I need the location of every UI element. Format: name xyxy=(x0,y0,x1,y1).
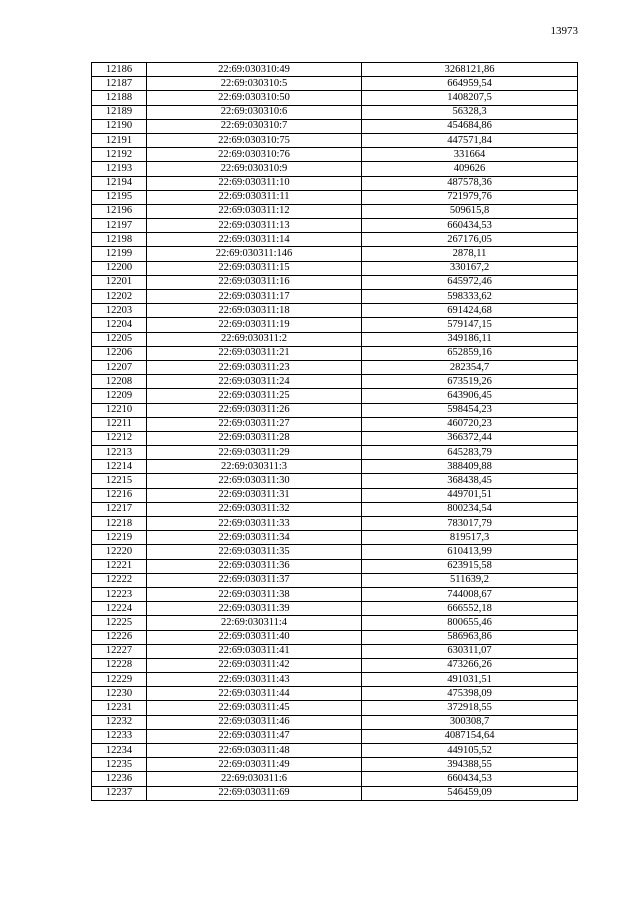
cadastral-number-cell: 22:69:030311:36 xyxy=(147,559,362,573)
value-cell: 800234,54 xyxy=(362,502,578,516)
value-cell: 666552,18 xyxy=(362,602,578,616)
table-row xyxy=(92,77,578,91)
row-number-cell: 12227 xyxy=(92,644,147,658)
cadastral-number-cell: 22:69:030311:29 xyxy=(147,446,362,460)
row-number-cell: 12211 xyxy=(92,417,147,431)
row-number-cell: 12219 xyxy=(92,531,147,545)
row-number-cell: 12232 xyxy=(92,715,147,729)
cadastral-number-cell: 22:69:030311:49 xyxy=(147,758,362,772)
table-row xyxy=(92,488,578,502)
value-cell: 366372,44 xyxy=(362,431,578,445)
cadastral-number-cell: 22:69:030310:5 xyxy=(147,77,362,91)
table-row xyxy=(92,63,578,77)
value-cell: 721979,76 xyxy=(362,190,578,204)
cadastral-number-cell: 22:69:030311:44 xyxy=(147,687,362,701)
table-row xyxy=(92,389,578,403)
row-number-cell: 12196 xyxy=(92,204,147,218)
row-number-cell: 12223 xyxy=(92,587,147,601)
cadastral-number-cell: 22:69:030311:41 xyxy=(147,644,362,658)
table-row xyxy=(92,91,578,105)
cadastral-number-cell: 22:69:030311:40 xyxy=(147,630,362,644)
cadastral-number-cell: 22:69:030311:31 xyxy=(147,488,362,502)
row-number-cell: 12209 xyxy=(92,389,147,403)
value-cell: 300308,7 xyxy=(362,715,578,729)
row-number-cell: 12236 xyxy=(92,772,147,786)
value-cell: 598454,23 xyxy=(362,403,578,417)
value-cell: 473266,26 xyxy=(362,658,578,672)
value-cell: 409626 xyxy=(362,162,578,176)
cadastral-number-cell: 22:69:030311:26 xyxy=(147,403,362,417)
row-number-cell: 12201 xyxy=(92,275,147,289)
cadastral-number-cell: 22:69:030311:30 xyxy=(147,474,362,488)
table-row xyxy=(92,204,578,218)
table-row xyxy=(92,644,578,658)
row-number-cell: 12217 xyxy=(92,502,147,516)
table-row xyxy=(92,105,578,119)
row-number-cell: 12194 xyxy=(92,176,147,190)
cadastral-number-cell: 22:69:030311:18 xyxy=(147,304,362,318)
cadastral-number-cell: 22:69:030311:47 xyxy=(147,729,362,743)
row-number-cell: 12206 xyxy=(92,346,147,360)
cadastral-number-cell: 22:69:030311:32 xyxy=(147,502,362,516)
cadastral-number-cell: 22:69:030311:19 xyxy=(147,318,362,332)
row-number-cell: 12190 xyxy=(92,119,147,133)
table-row xyxy=(92,176,578,190)
row-number-cell: 12208 xyxy=(92,375,147,389)
table-row xyxy=(92,133,578,147)
page-number: 13973 xyxy=(550,25,578,37)
value-cell: 546459,09 xyxy=(362,786,578,800)
row-number-cell: 12216 xyxy=(92,488,147,502)
value-cell: 394388,55 xyxy=(362,758,578,772)
table-row xyxy=(92,673,578,687)
row-number-cell: 12235 xyxy=(92,758,147,772)
row-number-cell: 12203 xyxy=(92,304,147,318)
value-cell: 579147,15 xyxy=(362,318,578,332)
row-number-cell: 12202 xyxy=(92,290,147,304)
cadastral-number-cell: 22:69:030310:76 xyxy=(147,148,362,162)
value-cell: 454684,86 xyxy=(362,119,578,133)
table-row xyxy=(92,332,578,346)
row-number-cell: 12189 xyxy=(92,105,147,119)
value-cell: 56328,3 xyxy=(362,105,578,119)
table-row xyxy=(92,275,578,289)
value-cell: 372918,55 xyxy=(362,701,578,715)
table-row xyxy=(92,744,578,758)
cadastral-value-table xyxy=(91,62,578,801)
cadastral-number-cell: 22:69:030311:37 xyxy=(147,573,362,587)
table-row xyxy=(92,474,578,488)
row-number-cell: 12192 xyxy=(92,148,147,162)
table-row xyxy=(92,375,578,389)
cadastral-number-cell: 22:69:030311:14 xyxy=(147,233,362,247)
cadastral-number-cell: 22:69:030310:9 xyxy=(147,162,362,176)
value-cell: 800655,46 xyxy=(362,616,578,630)
table-row xyxy=(92,687,578,701)
value-cell: 645283,79 xyxy=(362,446,578,460)
value-cell: 267176,05 xyxy=(362,233,578,247)
cadastral-number-cell: 22:69:030311:25 xyxy=(147,389,362,403)
row-number-cell: 12221 xyxy=(92,559,147,573)
value-cell: 660434,53 xyxy=(362,219,578,233)
value-cell: 491031,51 xyxy=(362,673,578,687)
table-row xyxy=(92,502,578,516)
table-row xyxy=(92,531,578,545)
row-number-cell: 12187 xyxy=(92,77,147,91)
cadastral-number-cell: 22:69:030310:6 xyxy=(147,105,362,119)
cadastral-number-cell: 22:69:030311:10 xyxy=(147,176,362,190)
value-cell: 330167,2 xyxy=(362,261,578,275)
value-cell: 487578,36 xyxy=(362,176,578,190)
cadastral-number-cell: 22:69:030311:46 xyxy=(147,715,362,729)
row-number-cell: 12228 xyxy=(92,658,147,672)
cadastral-number-cell: 22:69:030310:50 xyxy=(147,91,362,105)
table-row xyxy=(92,545,578,559)
value-cell: 1408207,5 xyxy=(362,91,578,105)
value-cell: 388409,88 xyxy=(362,460,578,474)
cadastral-number-cell: 22:69:030310:7 xyxy=(147,119,362,133)
row-number-cell: 12188 xyxy=(92,91,147,105)
table-row xyxy=(92,318,578,332)
table-row xyxy=(92,417,578,431)
table-row xyxy=(92,517,578,531)
value-cell: 610413,99 xyxy=(362,545,578,559)
row-number-cell: 12226 xyxy=(92,630,147,644)
value-cell: 643906,45 xyxy=(362,389,578,403)
table-row xyxy=(92,431,578,445)
cadastral-number-cell: 22:69:030311:17 xyxy=(147,290,362,304)
value-cell: 660434,53 xyxy=(362,772,578,786)
row-number-cell: 12204 xyxy=(92,318,147,332)
row-number-cell: 12191 xyxy=(92,133,147,147)
cadastral-number-cell: 22:69:030311:2 xyxy=(147,332,362,346)
row-number-cell: 12213 xyxy=(92,446,147,460)
cadastral-number-cell: 22:69:030311:48 xyxy=(147,744,362,758)
cadastral-number-cell: 22:69:030311:15 xyxy=(147,261,362,275)
row-number-cell: 12237 xyxy=(92,786,147,800)
table-row xyxy=(92,403,578,417)
row-number-cell: 12222 xyxy=(92,573,147,587)
value-cell: 652859,16 xyxy=(362,346,578,360)
table-row xyxy=(92,460,578,474)
table-row xyxy=(92,360,578,374)
table-row xyxy=(92,219,578,233)
row-number-cell: 12225 xyxy=(92,616,147,630)
cadastral-number-cell: 22:69:030311:45 xyxy=(147,701,362,715)
table-row xyxy=(92,162,578,176)
row-number-cell: 12231 xyxy=(92,701,147,715)
cadastral-number-cell: 22:69:030311:12 xyxy=(147,204,362,218)
value-cell: 368438,45 xyxy=(362,474,578,488)
cadastral-number-cell: 22:69:030311:21 xyxy=(147,346,362,360)
cadastral-number-cell: 22:69:030311:6 xyxy=(147,772,362,786)
value-cell: 691424,68 xyxy=(362,304,578,318)
value-cell: 511639,2 xyxy=(362,573,578,587)
row-number-cell: 12195 xyxy=(92,190,147,204)
value-cell: 598333,62 xyxy=(362,290,578,304)
row-number-cell: 12197 xyxy=(92,219,147,233)
row-number-cell: 12205 xyxy=(92,332,147,346)
cadastral-number-cell: 22:69:030311:38 xyxy=(147,587,362,601)
table-row xyxy=(92,119,578,133)
table-row xyxy=(92,573,578,587)
table-row xyxy=(92,446,578,460)
cadastral-number-cell: 22:69:030311:43 xyxy=(147,673,362,687)
value-cell: 623915,58 xyxy=(362,559,578,573)
table-row xyxy=(92,148,578,162)
cadastral-number-cell: 22:69:030311:69 xyxy=(147,786,362,800)
cadastral-number-cell: 22:69:030311:23 xyxy=(147,360,362,374)
value-cell: 449105,52 xyxy=(362,744,578,758)
table-body xyxy=(92,63,578,801)
value-cell: 447571,84 xyxy=(362,133,578,147)
row-number-cell: 12198 xyxy=(92,233,147,247)
table-row xyxy=(92,587,578,601)
row-number-cell: 12207 xyxy=(92,360,147,374)
table-row xyxy=(92,190,578,204)
table-row xyxy=(92,261,578,275)
row-number-cell: 12214 xyxy=(92,460,147,474)
row-number-cell: 12210 xyxy=(92,403,147,417)
cadastral-number-cell: 22:69:030311:4 xyxy=(147,616,362,630)
row-number-cell: 12229 xyxy=(92,673,147,687)
row-number-cell: 12233 xyxy=(92,729,147,743)
cadastral-number-cell: 22:69:030311:39 xyxy=(147,602,362,616)
cadastral-number-cell: 22:69:030311:146 xyxy=(147,247,362,261)
row-number-cell: 12199 xyxy=(92,247,147,261)
cadastral-number-cell: 22:69:030311:11 xyxy=(147,190,362,204)
cadastral-number-cell: 22:69:030311:34 xyxy=(147,531,362,545)
row-number-cell: 12215 xyxy=(92,474,147,488)
table-row xyxy=(92,290,578,304)
value-cell: 819517,3 xyxy=(362,531,578,545)
cadastral-number-cell: 22:69:030311:27 xyxy=(147,417,362,431)
table-row xyxy=(92,658,578,672)
value-cell: 630311,07 xyxy=(362,644,578,658)
table-row xyxy=(92,772,578,786)
row-number-cell: 12220 xyxy=(92,545,147,559)
value-cell: 475398,09 xyxy=(362,687,578,701)
row-number-cell: 12200 xyxy=(92,261,147,275)
table-row xyxy=(92,247,578,261)
row-number-cell: 12218 xyxy=(92,517,147,531)
table-row xyxy=(92,715,578,729)
value-cell: 2878,11 xyxy=(362,247,578,261)
table-row xyxy=(92,701,578,715)
cadastral-number-cell: 22:69:030311:13 xyxy=(147,219,362,233)
value-cell: 645972,46 xyxy=(362,275,578,289)
row-number-cell: 12230 xyxy=(92,687,147,701)
table-row xyxy=(92,729,578,743)
cadastral-number-cell: 22:69:030311:35 xyxy=(147,545,362,559)
value-cell: 586963,86 xyxy=(362,630,578,644)
value-cell: 664959,54 xyxy=(362,77,578,91)
value-cell: 460720,23 xyxy=(362,417,578,431)
value-cell: 4087154,64 xyxy=(362,729,578,743)
table-row xyxy=(92,346,578,360)
cadastral-number-cell: 22:69:030311:3 xyxy=(147,460,362,474)
table-row xyxy=(92,758,578,772)
row-number-cell: 12193 xyxy=(92,162,147,176)
cadastral-number-cell: 22:69:030311:42 xyxy=(147,658,362,672)
row-number-cell: 12212 xyxy=(92,431,147,445)
table-row xyxy=(92,786,578,800)
value-cell: 449701,51 xyxy=(362,488,578,502)
value-cell: 783017,79 xyxy=(362,517,578,531)
row-number-cell: 12224 xyxy=(92,602,147,616)
value-cell: 349186,11 xyxy=(362,332,578,346)
cadastral-number-cell: 22:69:030311:28 xyxy=(147,431,362,445)
value-cell: 282354,7 xyxy=(362,360,578,374)
cadastral-number-cell: 22:69:030311:33 xyxy=(147,517,362,531)
value-cell: 673519,26 xyxy=(362,375,578,389)
row-number-cell: 12186 xyxy=(92,63,147,77)
value-cell: 3268121,86 xyxy=(362,63,578,77)
row-number-cell: 12234 xyxy=(92,744,147,758)
table-row xyxy=(92,233,578,247)
table-row xyxy=(92,602,578,616)
value-cell: 744008,67 xyxy=(362,587,578,601)
cadastral-number-cell: 22:69:030310:49 xyxy=(147,63,362,77)
table-row xyxy=(92,304,578,318)
table-row xyxy=(92,559,578,573)
table-row xyxy=(92,630,578,644)
cadastral-number-cell: 22:69:030310:75 xyxy=(147,133,362,147)
value-cell: 509615,8 xyxy=(362,204,578,218)
value-cell: 331664 xyxy=(362,148,578,162)
cadastral-number-cell: 22:69:030311:16 xyxy=(147,275,362,289)
cadastral-number-cell: 22:69:030311:24 xyxy=(147,375,362,389)
table-row xyxy=(92,616,578,630)
